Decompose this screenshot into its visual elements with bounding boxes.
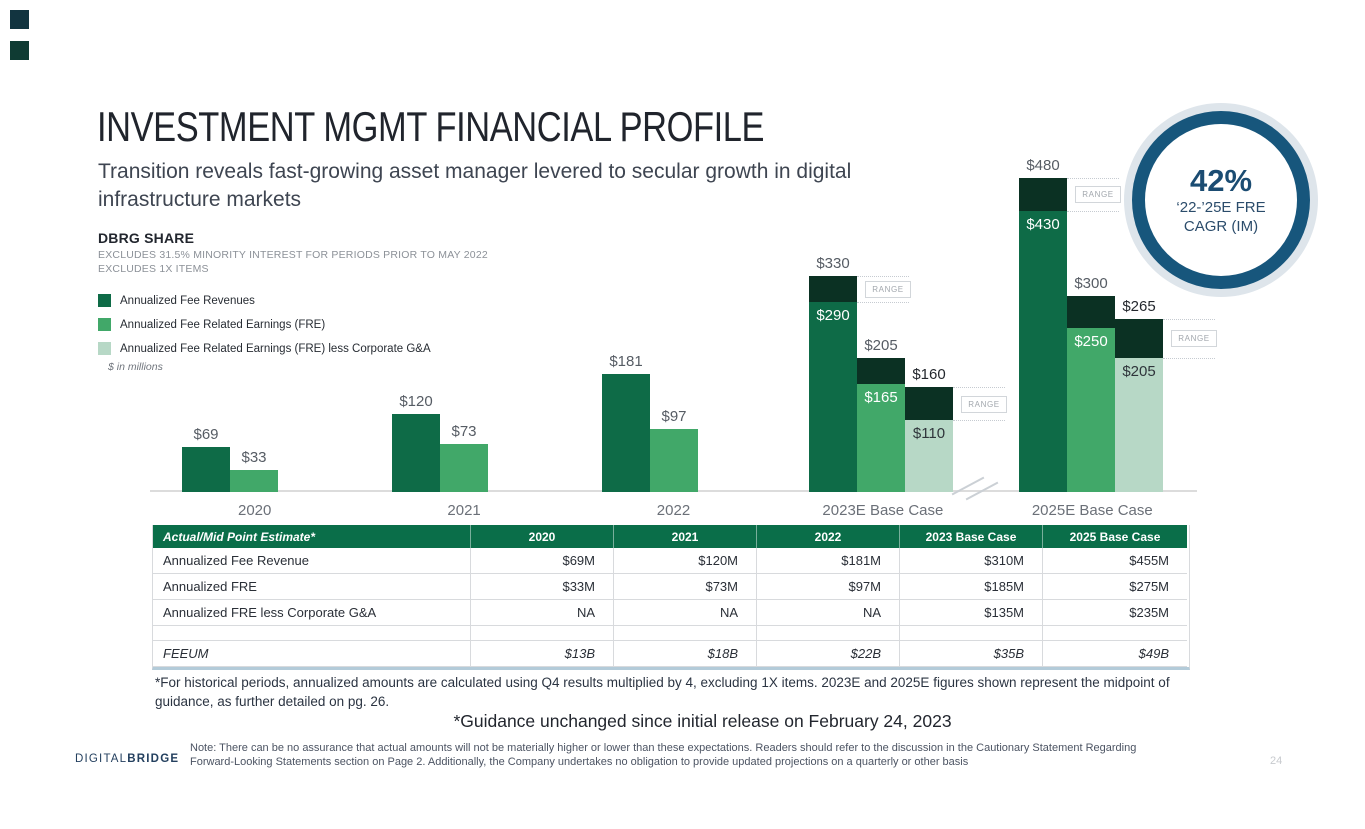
table-cell (900, 626, 1043, 641)
legend-item (98, 342, 431, 355)
bar-top-label: $330 (816, 255, 850, 273)
table-cell (1043, 626, 1187, 641)
corner-square-top (10, 10, 29, 29)
table-row (153, 641, 1189, 667)
bar-top-label: $120 (399, 392, 433, 410)
corner-square-bottom (10, 41, 29, 60)
table-header-cell: 2025 Base Case (1043, 525, 1187, 548)
cagr-badge-line2: CAGR (IM) (1183, 218, 1259, 235)
bar-2023e-base-case-s0 (809, 302, 857, 492)
bar-range-cap (1115, 319, 1163, 358)
legend-swatch-icon (98, 318, 111, 331)
legend-item (98, 318, 431, 331)
table-row-label (153, 626, 471, 641)
table-cell: $135M (900, 600, 1043, 626)
table-row-label: Annualized Fee Revenue (153, 548, 471, 574)
legend-swatch-icon (98, 342, 111, 355)
table-row (153, 548, 1189, 574)
cagr-badge-line1: ‘22-’25E FRE (1176, 199, 1266, 216)
range-line-bottom (953, 420, 1005, 421)
bar-top-label: $97 (661, 407, 687, 425)
legend-item (98, 294, 431, 307)
table-cell: $73M (614, 574, 757, 600)
guidance-note: *Guidance unchanged since initial release on February 24, 2023 (453, 711, 952, 731)
table-cell: $18B (614, 641, 757, 667)
bar-range-cap (1019, 178, 1067, 211)
bar-top-label: $205 (864, 336, 898, 354)
table-cell: $35B (900, 641, 1043, 667)
cagr-badge (1132, 111, 1310, 289)
table-cell: $49B (1043, 641, 1187, 667)
table-row (153, 600, 1189, 626)
chart-legend (98, 294, 431, 366)
table-footnote: *For historical periods, annualized amounts are calculated using Q4 results multiplied by 4, excluding 1X items. 2023E and 2025E figures shown represent the midpoint of guidance, as further detailed on pg. 26. (155, 675, 1170, 709)
table-cell: $181M (757, 548, 900, 574)
table-cell: $69M (471, 548, 614, 574)
table-cell: $275M (1043, 574, 1187, 600)
bar-inner-label: $290 (816, 307, 850, 325)
bar-inner-label: $110 (912, 425, 946, 443)
range-tag: RANGE (1075, 186, 1121, 203)
bar-2020-s1 (230, 470, 278, 492)
units-note: $ in millions (108, 361, 163, 373)
bar-2022-s0 (602, 374, 650, 492)
section-heading: DBRG SHARE (98, 230, 195, 246)
bar-top-label: $300 (1074, 274, 1108, 292)
x-axis-label-2: 2021 (447, 502, 481, 519)
range-line-top (1163, 319, 1215, 320)
table-cell (614, 626, 757, 641)
logo-part-digital: DIGITAL (75, 753, 128, 765)
range-line-bottom (1067, 211, 1119, 212)
bar-top-label: $265 (1122, 297, 1156, 315)
table-cell: $310M (900, 548, 1043, 574)
table-header-cell: 2023 Base Case (900, 525, 1043, 548)
digitalbridge-logo (75, 753, 179, 765)
table-cell: $97M (757, 574, 900, 600)
page-number: 24 (1270, 755, 1283, 767)
bar-inner-label: $165 (864, 389, 898, 407)
legend-label: Annualized Fee Related Earnings (FRE) (120, 318, 326, 331)
x-axis-label-4: 2023E Base Case (822, 502, 944, 519)
cagr-badge-value: 42% (1189, 163, 1253, 198)
table-cell: $120M (614, 548, 757, 574)
table-cell (471, 626, 614, 641)
bar-top-label: $73 (451, 423, 477, 441)
bar-2021-s1 (440, 444, 488, 492)
x-axis-label-1: 2020 (238, 502, 272, 519)
table-cell: NA (471, 600, 614, 626)
legend-swatch-icon (98, 294, 111, 307)
table-row-label: Annualized FRE less Corporate G&A (153, 600, 471, 626)
bar-2025e-base-case-s0 (1019, 211, 1067, 492)
table-header-cell: 2020 (471, 525, 614, 548)
bar-top-label: $33 (241, 449, 267, 467)
table-row (153, 626, 1189, 641)
x-axis-label-5: 2025E Base Case (1031, 502, 1153, 519)
logo-part-bridge: BRIDGE (127, 753, 180, 765)
table-cell (757, 626, 900, 641)
range-line-top (857, 276, 909, 277)
legend-label: Annualized Fee Related Earnings (FRE) less Corporate G&A (120, 342, 431, 355)
page-subtitle: Transition reveals fast-growing asset manager levered to secular growth in digital infrastructure markets (98, 160, 852, 211)
range-line-bottom (857, 302, 909, 303)
table-cell: $235M (1043, 600, 1187, 626)
table-cell: $13B (471, 641, 614, 667)
section-note-2: EXCLUDES 1X ITEMS (98, 263, 209, 275)
table-header-cell: Actual/Mid Point Estimate* (153, 525, 471, 548)
bar-range-cap (809, 276, 857, 302)
table-cell: $185M (900, 574, 1043, 600)
table-cell: $455M (1043, 548, 1187, 574)
table-header-cell: 2022 (757, 525, 900, 548)
bar-top-label: $160 (912, 366, 946, 384)
bar-2025e-base-case-s1 (1067, 328, 1115, 492)
section-note-1: EXCLUDES 31.5% MINORITY INTEREST FOR PERIODS PRIOR TO MAY 2022 (98, 249, 488, 261)
range-line-bottom (1163, 358, 1215, 359)
range-tag: RANGE (1171, 330, 1217, 347)
bar-range-cap (905, 387, 953, 420)
table-row-label: Annualized FRE (153, 574, 471, 600)
x-axis-label-3: 2022 (656, 502, 691, 519)
bar-top-label: $480 (1026, 157, 1060, 174)
range-tag: RANGE (961, 396, 1007, 413)
table-cell: $22B (757, 641, 900, 667)
table-cell: NA (614, 600, 757, 626)
table-cell: $33M (471, 574, 614, 600)
bar-inner-label: $430 (1026, 215, 1060, 233)
range-tag: RANGE (865, 281, 911, 298)
bar-2022-s1 (650, 429, 698, 492)
disclaimer-note: Note: There can be no assurance that actual amounts will not be materially higher or lower than these expectations. Readers should refer to the discussion in the Cautionary Statement Regarding Forward-Looking Statements section on Page 2. Additionally, the Company undertakes no obligation to provide updated projections on a quarterly or other basis (190, 742, 1137, 768)
table-row-label: FEEUM (153, 641, 471, 667)
range-line-top (1067, 178, 1119, 179)
bar-inner-label: $205 (1122, 362, 1156, 380)
bar-top-label: $181 (609, 352, 643, 370)
financial-table (152, 525, 1190, 670)
bar-top-label: $69 (193, 425, 219, 443)
table-header-row (153, 525, 1189, 548)
legend-label: Annualized Fee Revenues (120, 294, 255, 307)
page-title: INVESTMENT MGMT FINANCIAL PROFILE (97, 103, 765, 150)
table-cell: NA (757, 600, 900, 626)
range-line-top (953, 387, 1005, 388)
table-header-cell: 2021 (614, 525, 757, 548)
table-row (153, 574, 1189, 600)
bar-inner-label: $250 (1074, 333, 1108, 351)
